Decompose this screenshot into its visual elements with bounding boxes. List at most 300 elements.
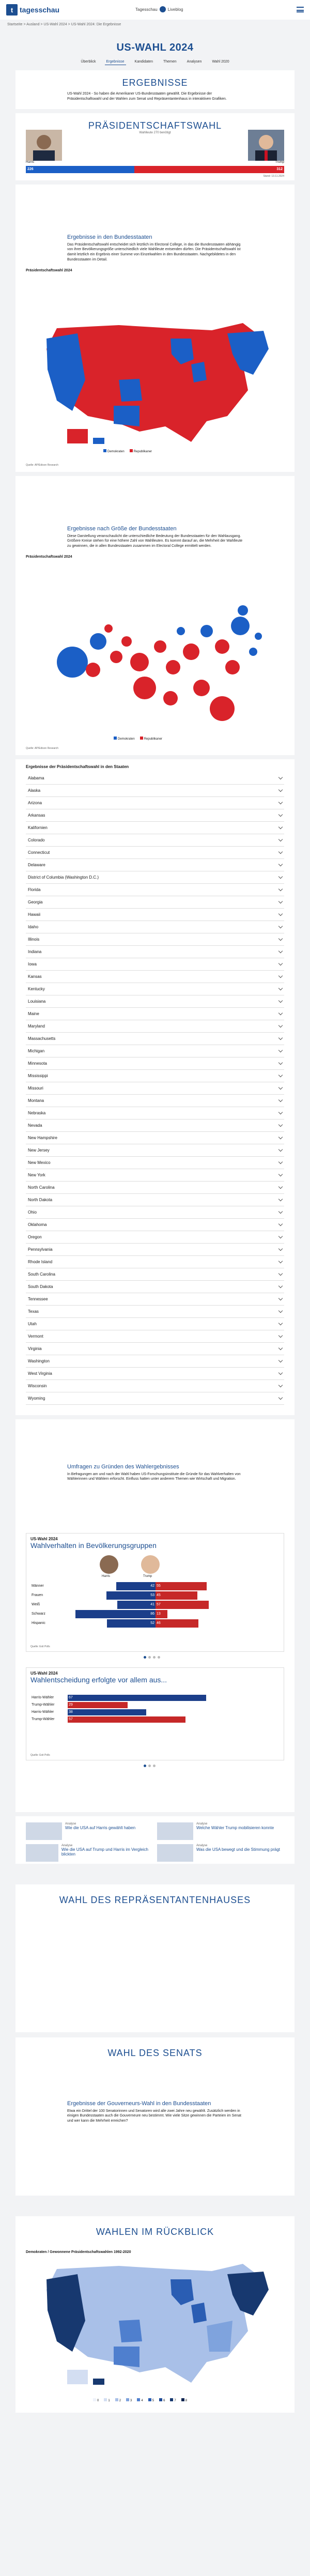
chevron-down-icon xyxy=(278,1023,283,1027)
group-row xyxy=(32,1610,278,1618)
president-panel xyxy=(16,113,295,180)
history-legend-item xyxy=(148,2398,154,2402)
related-article[interactable] xyxy=(157,1822,284,1840)
history-legend-label: 7 xyxy=(174,2399,176,2402)
state-row[interactable] xyxy=(26,1033,284,1045)
menu-icon[interactable] xyxy=(297,7,304,12)
state-row[interactable] xyxy=(26,1107,284,1120)
state-name: Iowa xyxy=(28,961,37,967)
tab-results[interactable]: Ergebnisse xyxy=(105,59,126,65)
history-legend-label: 4 xyxy=(141,2399,143,2402)
state-row[interactable] xyxy=(26,1132,284,1144)
chevron-down-icon xyxy=(278,998,283,1002)
chevron-down-icon xyxy=(278,1110,283,1114)
group-label: Weiß xyxy=(32,1603,40,1607)
state-name: Arkansas xyxy=(28,812,45,818)
chevron-down-icon xyxy=(278,1259,283,1263)
bubble-legend xyxy=(114,737,162,741)
state-row[interactable] xyxy=(26,1095,284,1107)
chevron-down-icon xyxy=(278,1395,283,1399)
state-name: Kentucky xyxy=(28,986,45,991)
reason-row xyxy=(32,1716,278,1723)
state-name: Wisconsin xyxy=(28,1383,47,1388)
history-map-label: Demokraten / Gewonnene Präsidentschaftswahlen 1992-2020 xyxy=(26,2250,131,2254)
chevron-down-icon xyxy=(278,1147,283,1151)
state-row[interactable] xyxy=(26,1256,284,1268)
card2-source: Quelle: Exit Polls xyxy=(30,1753,50,1757)
states-panel xyxy=(16,759,295,1415)
group-label: Schwarz xyxy=(32,1612,45,1616)
state-name: Arizona xyxy=(28,800,42,805)
survey-text xyxy=(26,1422,284,1482)
map-legend xyxy=(103,449,152,453)
state-row[interactable] xyxy=(26,1392,284,1405)
tab-2020[interactable]: Wahl 2020 xyxy=(212,60,229,64)
chevron-down-icon xyxy=(278,1221,283,1225)
governors-heading: Ergebnisse der Gouverneurs-Wahl in den Bundesstaaten xyxy=(67,2100,211,2107)
history-map-panel xyxy=(16,2247,295,2413)
governors-body: Etwa ein Drittel der 100 Senatorinnen und Senatoren wird alle zwei Jahre neu gewählt. Zusätzlich werden in einigen Bundesstaaten auch die Gouverneure neu bestimmt. Wie viele Sitze gewinnen die Parteien im Senat und wer kann die Mehrheit erreichen? xyxy=(67,2109,241,2123)
state-name: Maryland xyxy=(28,1023,45,1029)
history-legend-item xyxy=(137,2398,143,2402)
article-thumbnail xyxy=(157,1822,193,1840)
house-title: WAHL DES REPRÄSENTANTENHAUSES xyxy=(59,1894,251,1905)
history-legend-label: 2 xyxy=(119,2399,121,2402)
state-row[interactable] xyxy=(26,797,284,809)
state-row[interactable] xyxy=(26,1206,284,1219)
state-name: North Dakota xyxy=(28,1197,53,1202)
tab-candidates[interactable]: Kandidaten xyxy=(134,60,153,64)
chevron-down-icon xyxy=(278,1035,283,1039)
state-row[interactable] xyxy=(26,1318,284,1330)
survey-card-reasons xyxy=(26,1667,284,1760)
state-row[interactable] xyxy=(26,1070,284,1082)
card1-right: Trump xyxy=(143,1574,152,1578)
chevron-down-icon xyxy=(278,1197,283,1201)
article-kicker: Analyse xyxy=(61,1844,73,1847)
trump-name: Trump xyxy=(275,160,284,164)
president-sub: Wahlleute 270 benötigt xyxy=(139,131,171,134)
history-panel xyxy=(16,2216,295,2247)
history-legend-item xyxy=(93,2398,99,2402)
chevron-down-icon xyxy=(278,973,283,977)
chevron-down-icon xyxy=(278,1333,283,1337)
article-title: Wie die USA auf Trump und Harris im Vergleich blickten xyxy=(61,1847,148,1857)
survey-body: In Befragungen am und nach der Wahl haben US-Forschungsinstitute die Gründe für das Wahlverhalten von Wählerinnen und Wählern erforscht. Einfluss hatten unter anderem Themen wie Wirtschaft und Migration. xyxy=(67,1472,241,1481)
page-title: US-WAHL 2024 xyxy=(116,42,194,53)
reason-label: Trump-Wähler xyxy=(32,1703,55,1707)
history-legend xyxy=(93,2398,187,2402)
results-intro-text: US-Wahl 2024 - So haben die Amerikaner US-Bundesstaaten gewählt. Die Ergebnisse der Präsidentschaftswahl und der Wahlen zum Senat und Repräsentantenhaus in interaktiven Grafiken. xyxy=(67,92,227,101)
state-name: Delaware xyxy=(28,862,45,867)
card2-title: Wahlentscheidung erfolgte vor allem aus... xyxy=(30,1675,167,1684)
state-row[interactable] xyxy=(26,1120,284,1132)
carousel-dots[interactable] xyxy=(144,1656,160,1659)
map-body: Das Präsidentschaftswahl entscheidet sich letztlich im Electoral College, in das die Bundesstaaten abhängig von ihrer Bevölkerungsgröße unterschiedlich viele Wahlleute entsenden dürfen. Die Präsidentschaftswahl ist damit letztlich ein Ergebnis einer Summe von Einzelwahlen in den Bundesstaaten. Nachgebildetes in den Bundesstaaten im Detail. xyxy=(67,242,241,262)
state-name: Montana xyxy=(28,1098,44,1103)
card2-rows xyxy=(32,1694,278,1724)
state-name: Kalifornien xyxy=(28,825,48,830)
logo-text: tagesschau xyxy=(20,6,60,14)
map-text xyxy=(26,188,284,263)
state-row[interactable] xyxy=(26,1293,284,1306)
chevron-down-icon xyxy=(278,1321,283,1325)
article-title: Was die USA bewegt und die Stimmung prägt xyxy=(196,1847,281,1852)
chevron-down-icon xyxy=(278,1296,283,1300)
state-name: South Dakota xyxy=(28,1284,53,1289)
group-label: Hispanic xyxy=(32,1621,45,1626)
card2-kicker: US-Wahl 2024 xyxy=(30,1670,58,1676)
chevron-down-icon xyxy=(278,824,283,829)
related-article[interactable] xyxy=(26,1844,153,1862)
chevron-down-icon xyxy=(278,1060,283,1064)
state-name: District of Columbia (Washington D.C.) xyxy=(28,875,99,880)
logo-icon: t xyxy=(6,4,18,16)
chevron-down-icon xyxy=(278,1172,283,1176)
chevron-down-icon xyxy=(278,812,283,816)
article-title: Welche Wähler Trump mobilisieren konnte xyxy=(196,1825,274,1830)
chevron-down-icon xyxy=(278,837,283,841)
state-row[interactable] xyxy=(26,1008,284,1020)
state-row[interactable] xyxy=(26,1182,284,1194)
state-row[interactable] xyxy=(26,1169,284,1182)
history-legend-label: 6 xyxy=(163,2399,165,2402)
card1-source: Quelle: Exit Polls xyxy=(30,1645,50,1648)
state-name: Kansas xyxy=(28,974,42,979)
history-legend-label: 1 xyxy=(108,2399,110,2402)
state-row[interactable] xyxy=(26,1306,284,1318)
related-grid xyxy=(26,1822,284,1862)
trump-photo xyxy=(248,130,284,161)
group-label: Männer xyxy=(32,1584,44,1588)
reason-row xyxy=(32,1695,278,1701)
state-name: Vermont xyxy=(28,1333,43,1339)
state-name: Louisiana xyxy=(28,999,46,1004)
chevron-down-icon xyxy=(278,1097,283,1101)
group-row xyxy=(32,1601,278,1609)
state-row[interactable] xyxy=(26,1244,284,1256)
group-row xyxy=(32,1591,278,1600)
reason-bar: 67 xyxy=(68,1695,206,1701)
state-row[interactable] xyxy=(26,1082,284,1095)
chevron-down-icon xyxy=(278,775,283,779)
harris-bar: 52 xyxy=(107,1619,156,1628)
state-name: Mississippi xyxy=(28,1073,48,1078)
history-map xyxy=(36,2259,274,2393)
survey-card-groups xyxy=(26,1533,284,1652)
state-name: Pennsylvania xyxy=(28,1247,53,1252)
card1-title: Wahlverhalten in Bevölkerungsgruppen xyxy=(30,1541,157,1550)
states-heading: Ergebnisse der Präsidentschaftswahl in den Staaten xyxy=(26,764,129,769)
state-name: Alaska xyxy=(28,788,41,793)
chevron-down-icon xyxy=(278,1209,283,1213)
chevron-down-icon xyxy=(278,899,283,903)
state-name: Virginia xyxy=(28,1346,42,1351)
state-row[interactable] xyxy=(26,1231,284,1244)
rep-bar: 312 xyxy=(134,166,284,173)
bubble-chart xyxy=(36,600,274,734)
senate-panel xyxy=(16,2037,295,2066)
state-row[interactable] xyxy=(26,1045,284,1057)
state-row[interactable] xyxy=(26,1368,284,1380)
harris-name: Harris xyxy=(26,160,34,164)
state-name: Georgia xyxy=(28,899,43,904)
electoral-bar xyxy=(26,166,284,173)
live-button[interactable] xyxy=(135,6,183,12)
state-row[interactable] xyxy=(26,896,284,909)
governors-panel xyxy=(16,2066,295,2196)
harris-bar: 42 xyxy=(116,1582,156,1590)
history-legend-label: 8 xyxy=(185,2399,188,2402)
harris-bar: 41 xyxy=(117,1601,156,1609)
chevron-down-icon xyxy=(278,1184,283,1188)
state-row[interactable] xyxy=(26,1330,284,1343)
state-name: Michigan xyxy=(28,1048,45,1053)
survey-panel xyxy=(16,1419,295,1812)
state-row[interactable] xyxy=(26,971,284,983)
state-name: Nebraska xyxy=(28,1110,46,1115)
chevron-down-icon xyxy=(278,1308,283,1312)
chevron-down-icon xyxy=(278,874,283,878)
history-legend-item xyxy=(159,2398,165,2402)
card1-left: Harris xyxy=(102,1574,110,1578)
chevron-down-icon xyxy=(278,1370,283,1374)
state-row[interactable] xyxy=(26,822,284,834)
bubble-panel xyxy=(16,476,295,755)
trump-avatar xyxy=(140,1554,161,1575)
harris-bar: 86 xyxy=(75,1610,156,1618)
state-row[interactable] xyxy=(26,1281,284,1293)
state-row[interactable] xyxy=(26,995,284,1008)
logo[interactable] xyxy=(6,4,59,16)
history-title: WAHLEN IM RÜCKBLICK xyxy=(96,2226,214,2237)
state-name: Idaho xyxy=(28,924,39,929)
state-name: North Carolina xyxy=(28,1185,55,1190)
state-name: West Virginia xyxy=(28,1371,52,1376)
article-thumbnail xyxy=(26,1822,62,1840)
map-colorado xyxy=(119,379,142,402)
state-name: New Jersey xyxy=(28,1147,50,1153)
legend-dem: Demokraten xyxy=(107,450,125,453)
state-row[interactable] xyxy=(26,1355,284,1368)
chevron-down-icon xyxy=(278,924,283,928)
trump-bar: 46 xyxy=(156,1619,198,1628)
state-name: Illinois xyxy=(28,937,40,942)
group-label: Frauen xyxy=(32,1593,43,1598)
card1-kicker: US-Wahl 2024 xyxy=(30,1536,58,1541)
state-name: Oklahoma xyxy=(28,1222,47,1227)
state-row[interactable] xyxy=(26,809,284,822)
breadcrumb: Startseite > Ausland > US-Wahl 2024 > US-Wahl 2024: Die Ergebnisse xyxy=(7,23,121,26)
related-article[interactable] xyxy=(157,1844,284,1862)
tab-bar xyxy=(0,59,310,65)
state-name: Connecticut xyxy=(28,850,50,855)
state-row[interactable] xyxy=(26,1380,284,1392)
trump-bar: 45 xyxy=(156,1591,197,1600)
state-name: Maine xyxy=(28,1011,39,1016)
bubble-legend-rep: Republikaner xyxy=(144,737,163,741)
state-row[interactable] xyxy=(26,871,284,884)
chevron-down-icon xyxy=(278,961,283,965)
chevron-down-icon xyxy=(278,1010,283,1015)
reason-bar: 38 xyxy=(68,1709,146,1715)
state-row[interactable] xyxy=(26,946,284,958)
bubble-label: Präsidentschaftswahl 2024 xyxy=(26,555,72,559)
house-panel xyxy=(16,1884,295,1913)
map-source: Quelle: AP/Edison Research xyxy=(26,463,59,467)
chevron-down-icon xyxy=(278,787,283,791)
group-row xyxy=(32,1582,278,1590)
chevron-down-icon xyxy=(278,849,283,853)
state-row[interactable] xyxy=(26,847,284,859)
chevron-down-icon xyxy=(278,986,283,990)
state-row[interactable] xyxy=(26,1268,284,1281)
bubble-body: Diese Darstellung veranschaulicht die unterschiedliche Bedeutung der Bundesstaaten für den Wahlausgang. Größere Kreise stehen für eine höhere Zahl von Wahlleuten. Es kommt darauf an, die Mehrheit der Wahlleute zu gewinnen, die in allen Bundesstaaten zusammen im Electoral College ermittelt werden. xyxy=(67,534,243,548)
chevron-down-icon xyxy=(278,1072,283,1077)
chevron-down-icon xyxy=(278,1048,283,1052)
live-label: Tagesschau xyxy=(135,7,158,12)
state-row[interactable] xyxy=(26,1020,284,1033)
history-legend-item xyxy=(181,2398,187,2402)
history-legend-item xyxy=(104,2398,110,2402)
article-kicker: Analyse xyxy=(196,1844,208,1847)
article-thumbnail xyxy=(26,1844,58,1862)
state-row[interactable] xyxy=(26,1057,284,1070)
history-legend-item xyxy=(115,2398,121,2402)
states-list xyxy=(26,772,284,1405)
chevron-down-icon xyxy=(278,800,283,804)
chevron-down-icon xyxy=(278,1345,283,1350)
chevron-down-icon xyxy=(278,948,283,953)
state-name: Rhode Island xyxy=(28,1259,53,1264)
state-row[interactable] xyxy=(26,909,284,921)
state-name: Colorado xyxy=(28,837,45,842)
map-heading: Ergebnisse in den Bundesstaaten xyxy=(67,234,152,240)
map-alaska xyxy=(67,429,88,443)
state-name: Indiana xyxy=(28,949,42,954)
trump-bar: 13 xyxy=(156,1610,167,1618)
chevron-down-icon xyxy=(278,862,283,866)
tab-overview[interactable]: Überblick xyxy=(81,60,96,64)
chevron-down-icon xyxy=(278,1383,283,1387)
chevron-down-icon xyxy=(278,911,283,915)
bubble-legend-dem: Demokraten xyxy=(118,737,135,741)
state-name: Wyoming xyxy=(28,1396,45,1401)
state-row[interactable] xyxy=(26,1343,284,1355)
state-row[interactable] xyxy=(26,958,284,971)
state-row[interactable] xyxy=(26,1144,284,1157)
state-name: Florida xyxy=(28,887,41,892)
live-sub: Liveblog xyxy=(167,7,183,12)
state-row[interactable] xyxy=(26,785,284,797)
site-header xyxy=(0,0,310,20)
harris-bar: 53 xyxy=(106,1591,156,1600)
state-name: New York xyxy=(28,1172,45,1177)
state-name: Utah xyxy=(28,1321,37,1326)
state-name: New Mexico xyxy=(28,1160,51,1165)
bubble-text xyxy=(26,479,284,549)
state-row[interactable] xyxy=(26,1157,284,1169)
related-article[interactable] xyxy=(26,1822,153,1840)
state-name: Oregon xyxy=(28,1234,42,1239)
president-source: Stand: 13.11.2024 xyxy=(263,174,284,178)
chevron-down-icon xyxy=(278,1085,283,1089)
map-hawaii xyxy=(93,438,104,444)
state-map-panel xyxy=(16,185,295,472)
state-name: Tennessee xyxy=(28,1296,48,1301)
play-icon xyxy=(160,6,166,12)
state-row[interactable] xyxy=(26,921,284,933)
chevron-down-icon xyxy=(278,1234,283,1238)
state-name: Hawaii xyxy=(28,912,41,917)
state-name: Missouri xyxy=(28,1085,43,1091)
state-row[interactable] xyxy=(26,933,284,946)
bubble-source: Quelle: AP/Edison Research xyxy=(26,746,59,750)
article-thumbnail xyxy=(157,1844,193,1862)
map-label: Präsidentschaftswahl 2024 xyxy=(26,268,72,272)
state-row[interactable] xyxy=(26,834,284,847)
reason-label: Harris-Wähler xyxy=(32,1696,54,1700)
president-title: PRÄSIDENTSCHAFTSWAHL xyxy=(88,120,222,131)
trump-bar: 55 xyxy=(156,1582,207,1590)
reason-row xyxy=(32,1709,278,1715)
article-kicker: Analyse xyxy=(65,1822,76,1826)
tab-analyses[interactable]: Analysen xyxy=(187,60,202,64)
history-legend-item xyxy=(170,2398,176,2402)
house-chart-area xyxy=(16,1913,295,2032)
reason-label: Harris-Wähler xyxy=(32,1710,54,1714)
card1-rows xyxy=(32,1581,278,1629)
state-row[interactable] xyxy=(26,772,284,785)
history-legend-label: 3 xyxy=(130,2399,132,2402)
chevron-down-icon xyxy=(278,1159,283,1163)
state-row[interactable] xyxy=(26,884,284,896)
state-row[interactable] xyxy=(26,859,284,871)
state-name: Washington xyxy=(28,1358,50,1363)
chevron-down-icon xyxy=(278,1246,283,1250)
tab-topics[interactable]: Themen xyxy=(163,60,177,64)
history-legend-label: 0 xyxy=(97,2399,99,2402)
state-name: New Hampshire xyxy=(28,1135,57,1140)
state-row[interactable] xyxy=(26,1194,284,1206)
state-row[interactable] xyxy=(26,983,284,995)
state-name: South Carolina xyxy=(28,1271,55,1277)
harris-photo xyxy=(26,130,62,161)
state-name: Texas xyxy=(28,1309,39,1314)
us-results-map xyxy=(36,318,274,447)
harris-avatar xyxy=(99,1554,119,1575)
trump-bar: 57 xyxy=(156,1601,209,1609)
chevron-down-icon xyxy=(278,1122,283,1126)
reason-row xyxy=(32,1702,278,1708)
map-illinois xyxy=(191,362,207,382)
reason-bar: 29 xyxy=(68,1702,128,1708)
chevron-down-icon xyxy=(278,1271,283,1275)
chevron-down-icon xyxy=(278,936,283,940)
survey-heading: Umfragen zu Gründen des Wahlergebnisses xyxy=(67,1463,179,1470)
results-title: ERGEBNISSE xyxy=(122,78,188,88)
map-newmexico xyxy=(114,406,140,426)
history-legend-label: 5 xyxy=(152,2399,154,2402)
carousel-dots-2[interactable] xyxy=(144,1765,156,1767)
chevron-down-icon xyxy=(278,1358,283,1362)
governors-text xyxy=(26,2069,284,2124)
state-name: Minnesota xyxy=(28,1061,47,1066)
chevron-down-icon xyxy=(278,1134,283,1139)
state-row[interactable] xyxy=(26,1219,284,1231)
state-name: Nevada xyxy=(28,1123,42,1128)
bubble-heading: Ergebnisse nach Größe der Bundesstaaten xyxy=(67,525,177,532)
